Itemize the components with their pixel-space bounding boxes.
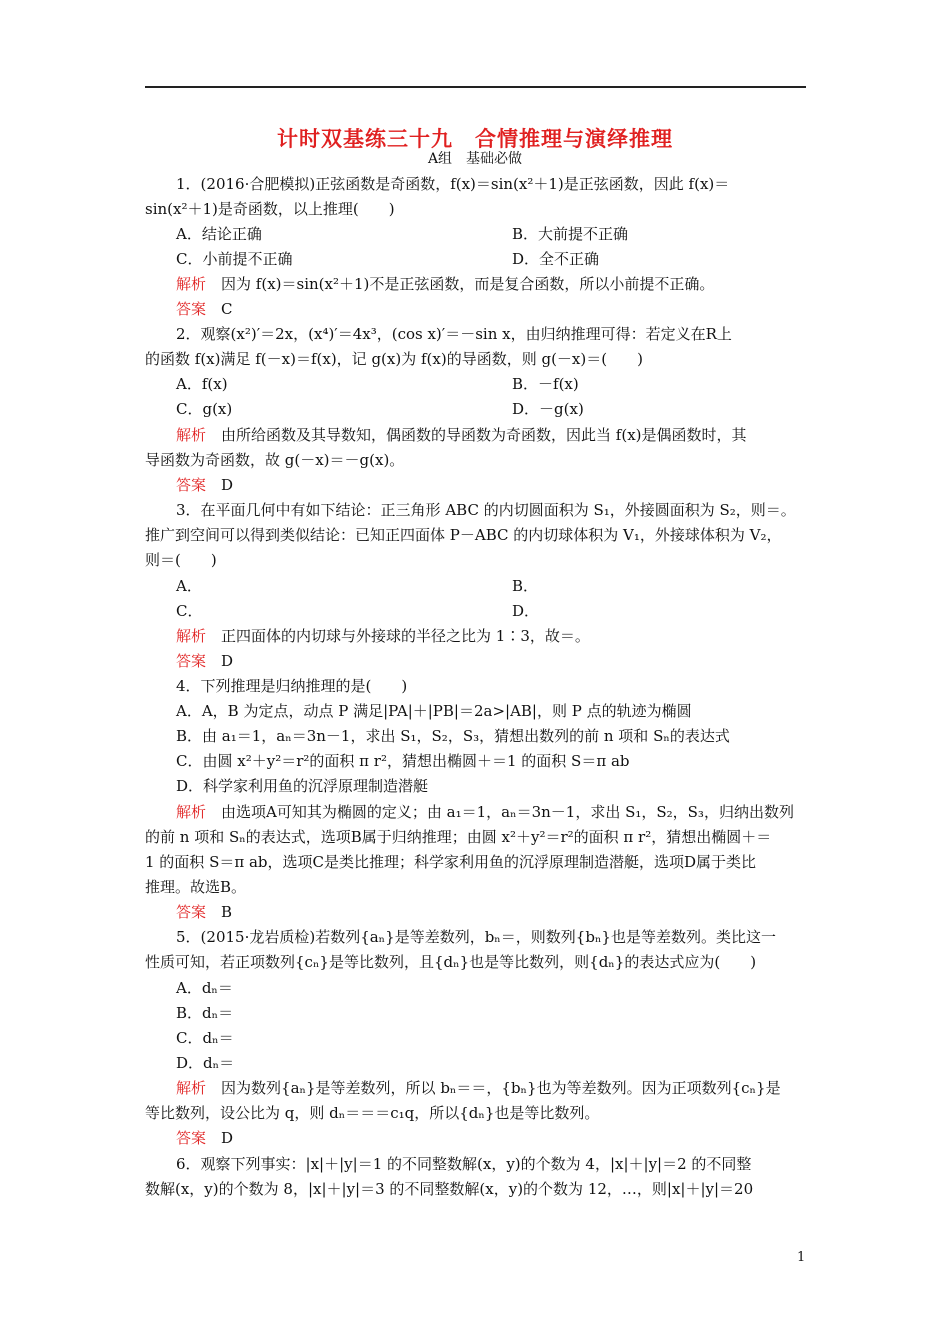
q4-analysis-text-2: 的前 n 项和 Sₙ的表达式，选项B属于归纳推理；由圆 x²＋y²＝r²的面积 π r²，猜想出椭圆＋＝ bbox=[145, 828, 772, 846]
section-subtitle: A组 基础必做 bbox=[427, 151, 523, 167]
q3-option-c: C． bbox=[176, 602, 203, 620]
q4-analysis bbox=[176, 802, 794, 822]
q1-stem-2: sin(x²＋1)是奇函数，以上推理( ) bbox=[145, 200, 395, 218]
q1-analysis bbox=[176, 274, 714, 294]
q2-option-b: B．－f(x) bbox=[512, 375, 579, 393]
answer-label: 答案 bbox=[176, 1129, 207, 1147]
q1-stem-1: 1．(2016·合肥模拟)正弦函数是奇函数，f(x)＝sin(x²＋1)是正弦函数，因此 f(x)＝ bbox=[176, 175, 730, 193]
q1-answer-value: C bbox=[221, 300, 233, 318]
q3-option-a: A． bbox=[176, 577, 202, 595]
analysis-label: 解析 bbox=[176, 426, 207, 444]
q1-option-d: D．全不正确 bbox=[512, 250, 600, 268]
q2-stem-1: 2．观察(x²)′＝2x，(x⁴)′＝4x³，(cos x)′＝－sin x，由归纳推理可得：若定义在R上 bbox=[176, 325, 732, 343]
q1-option-a: A．结论正确 bbox=[176, 225, 262, 243]
q4-stem: 4．下列推理是归纳推理的是( ) bbox=[176, 677, 408, 695]
header-rule bbox=[145, 86, 806, 88]
q4-answer bbox=[176, 902, 232, 922]
q5-answer-value: D bbox=[221, 1129, 234, 1147]
answer-label: 答案 bbox=[176, 476, 207, 494]
q2-option-a: A．f(x) bbox=[176, 375, 228, 393]
q2-analysis-text-1: 由所给函数及其导数知，偶函数的导函数为奇函数，因此当 f(x)是偶函数时，其 bbox=[221, 426, 747, 444]
q5-analysis-text-2: 等比数列，设公比为 q，则 dₙ＝＝＝c₁q，所以{dₙ}也是等比数列。 bbox=[145, 1104, 600, 1122]
answer-label: 答案 bbox=[176, 300, 207, 318]
q2-option-d: D．－g(x) bbox=[512, 400, 584, 418]
q2-analysis-text-2: 导函数为奇函数，故 g(－x)＝－g(x)。 bbox=[145, 451, 405, 469]
q4-option-a: A．A，B 为定点，动点 P 满足|PA|＋|PB|＝2a>|AB|，则 P 点的轨迹为椭圆 bbox=[176, 702, 692, 720]
q1-answer bbox=[176, 299, 233, 319]
q4-answer-value: B bbox=[221, 903, 233, 921]
q3-answer bbox=[176, 651, 233, 671]
q3-analysis-text: 正四面体的内切球与外接球的半径之比为 1∶3，故＝。 bbox=[221, 627, 590, 645]
analysis-label: 解析 bbox=[176, 803, 207, 821]
q6-stem-2: 数解(x，y)的个数为 8，|x|＋|y|＝3 的不同整数解(x，y)的个数为 12，…，则|x|＋|y|＝20 bbox=[145, 1180, 754, 1198]
q4-option-d: D．科学家利用鱼的沉浮原理制造潜艇 bbox=[176, 777, 429, 795]
q5-analysis bbox=[176, 1078, 781, 1098]
q5-option-b: B．dₙ＝ bbox=[176, 1004, 234, 1022]
q5-option-d: D．dₙ＝ bbox=[176, 1054, 235, 1072]
answer-label: 答案 bbox=[176, 652, 207, 670]
q3-stem-1: 3．在平面几何中有如下结论：正三角形 ABC 的内切圆面积为 S₁，外接圆面积为 S₂，则＝。 bbox=[176, 501, 796, 519]
q4-analysis-text-4: 推理。故选B。 bbox=[145, 878, 247, 896]
q2-analysis bbox=[176, 425, 747, 445]
q2-option-c: C．g(x) bbox=[176, 400, 233, 418]
q5-option-a: A．dₙ＝ bbox=[176, 979, 233, 997]
q2-answer bbox=[176, 475, 233, 495]
page-number: 1 bbox=[797, 1250, 806, 1265]
answer-label: 答案 bbox=[176, 903, 207, 921]
q3-stem-3: 则＝( ) bbox=[145, 551, 217, 569]
q4-analysis-text-3: 1 的面积 S＝π ab，选项C是类比推理；科学家利用鱼的沉浮原理制造潜艇，选项D属于类比 bbox=[145, 853, 757, 871]
q3-analysis bbox=[176, 626, 590, 646]
q3-stem-2: 推广到空间可以得到类似结论：已知正四面体 P－ABC 的内切球体积为 V₁，外接球体积为 V₂， bbox=[145, 526, 782, 544]
q5-answer bbox=[176, 1128, 233, 1148]
q2-stem-2: 的函数 f(x)满足 f(－x)＝f(x)，记 g(x)为 f(x)的导函数，则 g(－x)＝( ) bbox=[145, 350, 643, 368]
q6-stem-1: 6．观察下列事实：|x|＋|y|＝1 的不同整数解(x，y)的个数为 4，|x|＋|y|＝2 的不同整 bbox=[176, 1155, 752, 1173]
q2-answer-value: D bbox=[221, 476, 234, 494]
q4-option-b: B．由 a₁＝1，aₙ＝3n－1，求出 S₁，S₂，S₃，猜想出数列的前 n 项和 Sₙ的表达式 bbox=[176, 727, 730, 745]
q1-option-c: C．小前提不正确 bbox=[176, 250, 293, 268]
q5-analysis-text-1: 因为数列{aₙ}是等差数列，所以 bₙ＝＝，{bₙ}也为等差数列。因为正项数列{cₙ}是 bbox=[221, 1079, 781, 1097]
analysis-label: 解析 bbox=[176, 627, 207, 645]
q4-analysis-text-1: 由选项A可知其为椭圆的定义；由 a₁＝1，aₙ＝3n－1，求出 S₁，S₂，S₃，归纳出数列 bbox=[221, 803, 794, 821]
analysis-label: 解析 bbox=[176, 275, 207, 293]
q5-stem-1: 5．(2015·龙岩质检)若数列{aₙ}是等差数列，bₙ＝，则数列{bₙ}也是等差数列。类比这一 bbox=[176, 928, 776, 946]
q1-analysis-text: 因为 f(x)＝sin(x²＋1)不是正弦函数，而是复合函数，所以小前提不正确。 bbox=[221, 275, 715, 293]
q5-option-c: C．dₙ＝ bbox=[176, 1029, 234, 1047]
analysis-label: 解析 bbox=[176, 1079, 207, 1097]
q3-option-d: D． bbox=[512, 602, 540, 620]
q3-answer-value: D bbox=[221, 652, 234, 670]
q5-stem-2: 性质可知，若正项数列{cₙ}是等比数列，且{dₙ}也是等比数列，则{dₙ}的表达式应为( ) bbox=[145, 953, 757, 971]
q4-option-c: C．由圆 x²＋y²＝r²的面积 π r²，猜想出椭圆＋＝1 的面积 S＝π ab bbox=[176, 752, 630, 770]
page-title: 计时双基练三十九 合情推理与演绎推理 bbox=[277, 126, 673, 151]
q1-option-b: B．大前提不正确 bbox=[512, 225, 629, 243]
q3-option-b: B． bbox=[512, 577, 539, 595]
